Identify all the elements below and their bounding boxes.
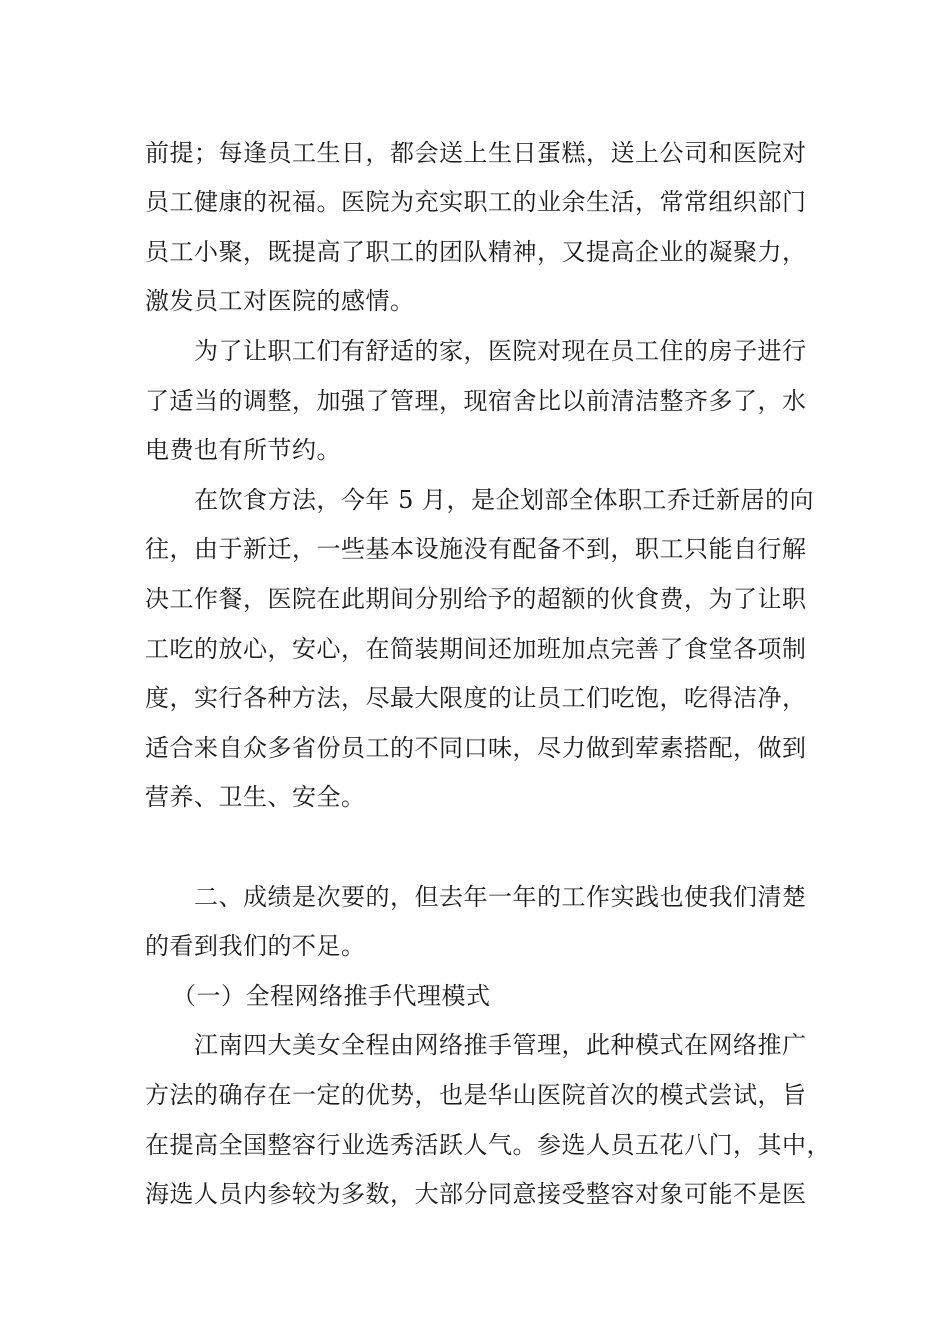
text-line: 度，实行各种方法，尽最大限度的让员工们吃饱，吃得洁净， <box>145 684 807 712</box>
text-line: 工吃的放心，安心，在简装期间还加班加点完善了食堂各项制 <box>145 635 807 663</box>
paragraph-first-line: 江南四大美女全程由网络推手管理，此种模式在网络推广 <box>194 1031 807 1059</box>
text-line: 营养、卫生、安全。 <box>145 783 366 811</box>
text-line: 方法的确存在一定的优势，也是华山医院首次的模式尝试，旨 <box>145 1081 807 1109</box>
text-line: 了适当的调整，加强了管理，现宿舍比以前清洁整齐多了，水 <box>145 387 807 415</box>
paragraph-first-line: 在饮食方法，今年 5 月，是企划部全体职工乔迁新居的向 <box>194 486 815 514</box>
section-heading: 二、成绩是次要的，但去年一年的工作实践也使我们清楚 <box>194 883 807 911</box>
text-line: 决工作餐，医院在此期间分别给予的超额的伙食费，为了让职 <box>145 585 807 613</box>
text-line: 员工健康的祝福。医院为充实职工的业余生活，常常组织部门 <box>145 188 807 216</box>
text-line: 员工小聚，既提高了职工的团队精神，又提高企业的凝聚力， <box>145 238 807 266</box>
text-line: 的看到我们的不足。 <box>145 932 366 960</box>
text-line: 电费也有所节约。 <box>145 436 341 464</box>
text-line: 前提；每逢员工生日，都会送上生日蛋糕，送上公司和医院对 <box>145 139 807 167</box>
text-line: 海选人员内参较为多数，大部分同意接受整容对象可能不是医 <box>145 1180 807 1208</box>
subsection-heading: （一）全程网络推手代理模式 <box>172 982 491 1010</box>
text-line: 往，由于新迁，一些基本设施没有配备不到，职工只能自行解 <box>145 535 807 563</box>
text-line: 适合来自众多省份员工的不同口味，尽力做到荤素搭配，做到 <box>145 734 807 762</box>
paragraph-first-line: 为了让职工们有舒适的家，医院对现在员工住的房子进行 <box>194 337 807 365</box>
text-line: 在提高全国整容行业选秀活跃人气。参选人员五花八门，其中， <box>145 1131 831 1159</box>
text-line: 激发员工对医院的感情。 <box>145 287 415 315</box>
